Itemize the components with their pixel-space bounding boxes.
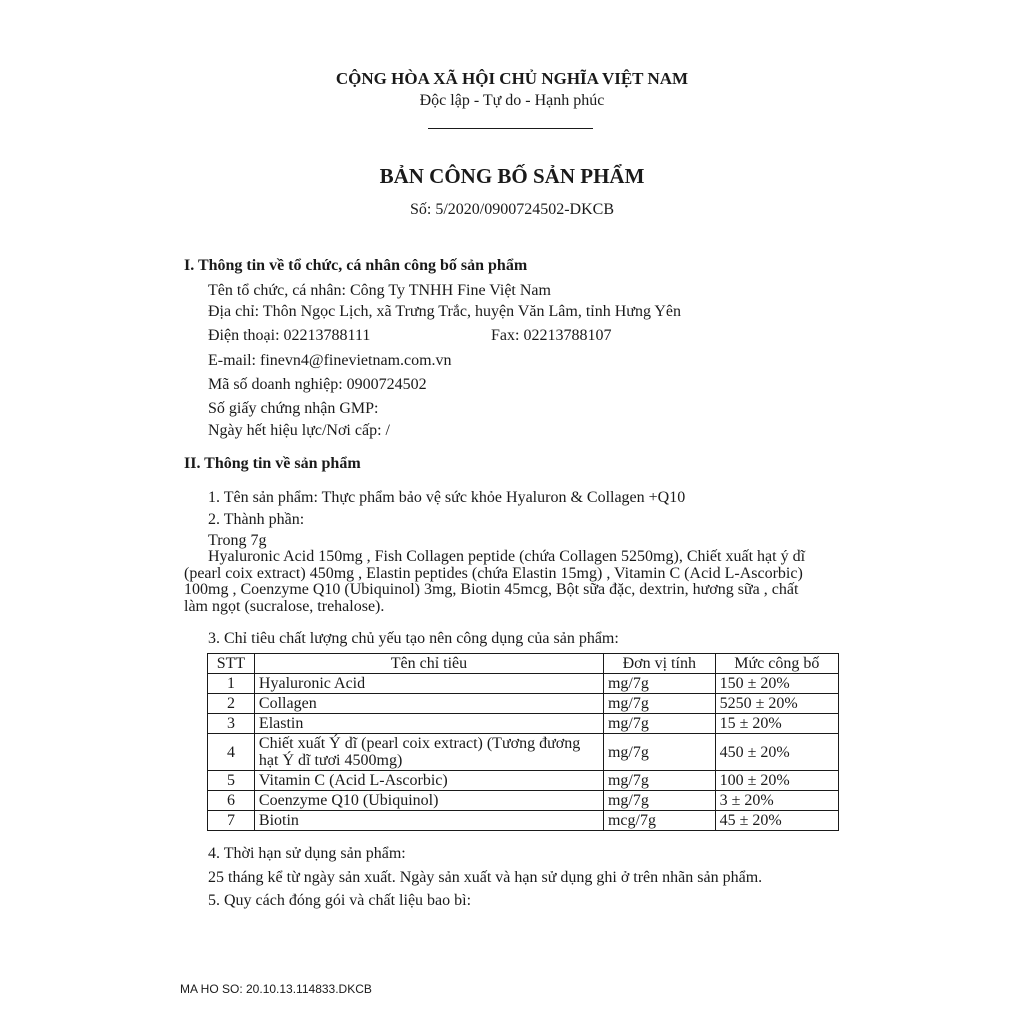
row-name-line-1: Chiết xuất Ý dĩ (pearl coix extract) (Tương đương	[258, 735, 581, 752]
row-value: 15 ± 20%	[715, 714, 838, 734]
shelf-life-text: 25 tháng kể từ ngày sản xuất. Ngày sản xuất và hạn sử dụng ghi ở trên nhãn sản phẩm.	[208, 869, 763, 886]
table-row	[208, 734, 839, 771]
row-name: Elastin	[254, 714, 603, 734]
ingredients-base: Trong 7g	[208, 532, 267, 549]
row-name: Coenzyme Q10 (Ubiquinol)	[254, 791, 603, 811]
section-2-heading: II. Thông tin về sản phẩm	[184, 455, 361, 472]
ingredients-line: 100mg , Coenzyme Q10 (Ubiquinol) 3mg, Biotin 45mcg, Bột sữa đặc, dextrin, hương sữa , chất	[184, 581, 799, 598]
row-unit: mcg/7g	[603, 811, 715, 831]
row-unit: mg/7g	[603, 694, 715, 714]
row-stt: 6	[208, 791, 255, 811]
row-value: 450 ± 20%	[715, 734, 838, 771]
row-unit: mg/7g	[603, 734, 715, 771]
national-motto: Độc lập - Tự do - Hạnh phúc	[419, 92, 605, 109]
row-value: 5250 ± 20%	[715, 694, 838, 714]
shelf-life-label: 4. Thời hạn sử dụng sản phẩm:	[208, 845, 406, 862]
row-stt: 2	[208, 694, 255, 714]
row-name: Collagen	[254, 694, 603, 714]
row-unit: mg/7g	[603, 791, 715, 811]
header-divider	[428, 128, 593, 129]
certificate-expiry: Ngày hết hiệu lực/Nơi cấp: /	[208, 422, 390, 439]
row-name-line-2: hạt Ý dĩ tươi 4500mg)	[258, 752, 403, 769]
table-row	[208, 714, 839, 734]
row-stt: 7	[208, 811, 255, 831]
row-value: 45 ± 20%	[715, 811, 838, 831]
ingredients-label: 2. Thành phần:	[208, 511, 305, 528]
section-1-heading: I. Thông tin về tổ chức, cá nhân công bố sản phẩm	[184, 257, 528, 274]
row-stt: 5	[208, 771, 255, 791]
row-unit: mg/7g	[603, 674, 715, 694]
quality-label: 3. Chỉ tiêu chất lượng chủ yếu tạo nên công dụng của sản phẩm:	[208, 630, 619, 647]
row-name	[254, 734, 603, 771]
org-email: E-mail: finevn4@finevietnam.com.vn	[208, 352, 452, 369]
gmp-certificate: Số giấy chứng nhận GMP:	[208, 400, 379, 417]
ingredients-line: (pearl coix extract) 450mg , Elastin peptides (chứa Elastin 15mg) , Vitamin C (Acid L-Ascorbic)	[184, 564, 803, 582]
org-fax: Fax: 02213788107	[491, 327, 612, 344]
table-header-row	[208, 654, 839, 674]
ingredients-line: Hyaluronic Acid 150mg , Fish Collagen peptide (chứa Collagen 5250mg), Chiết xuất hạt ý dĩ	[208, 548, 806, 565]
row-name: Biotin	[254, 811, 603, 831]
table-row	[208, 674, 839, 694]
row-name: Vitamin C (Acid L-Ascorbic)	[254, 771, 603, 791]
table-row	[208, 771, 839, 791]
row-stt: 3	[208, 714, 255, 734]
document-number: Số: 5/2020/0900724502-DKCB	[409, 201, 614, 218]
ingredients-line: làm ngọt (sucralose, trehalose).	[184, 597, 385, 615]
row-value: 100 ± 20%	[715, 771, 838, 791]
row-value: 3 ± 20%	[715, 791, 838, 811]
col-stt-header: STT	[208, 654, 255, 674]
national-title: CỘNG HÒA XÃ HỘI CHỦ NGHĨA VIỆT NAM	[335, 69, 689, 88]
table-row	[208, 694, 839, 714]
table-row	[208, 811, 839, 831]
ingredients-paragraph	[184, 549, 844, 615]
col-unit-header: Đơn vị tính	[603, 654, 715, 674]
row-value: 150 ± 20%	[715, 674, 838, 694]
row-name: Hyaluronic Acid	[254, 674, 603, 694]
org-phone: Điện thoại: 02213788111	[208, 327, 371, 344]
row-unit: mg/7g	[603, 714, 715, 734]
quality-table	[207, 653, 839, 831]
business-code: Mã số doanh nghiệp: 0900724502	[208, 376, 427, 393]
org-name: Tên tổ chức, cá nhân: Công Ty TNHH Fine Việt Nam	[208, 282, 551, 299]
record-code: MA HO SO: 20.10.13.114833.DKCB	[180, 982, 372, 996]
product-name: 1. Tên sản phẩm: Thực phẩm bảo vệ sức khỏe Hyaluron & Collagen +Q10	[208, 489, 686, 506]
row-unit: mg/7g	[603, 771, 715, 791]
col-value-header: Mức công bố	[715, 654, 838, 674]
document-title: BẢN CÔNG BỐ SẢN PHẨM	[379, 164, 645, 188]
row-stt: 4	[208, 734, 255, 771]
col-name-header: Tên chỉ tiêu	[254, 654, 603, 674]
table-row	[208, 791, 839, 811]
row-stt: 1	[208, 674, 255, 694]
org-address: Địa chỉ: Thôn Ngọc Lịch, xã Trưng Trắc, huyện Văn Lâm, tỉnh Hưng Yên	[208, 303, 681, 320]
packaging-label: 5. Quy cách đóng gói và chất liệu bao bì:	[208, 892, 472, 909]
